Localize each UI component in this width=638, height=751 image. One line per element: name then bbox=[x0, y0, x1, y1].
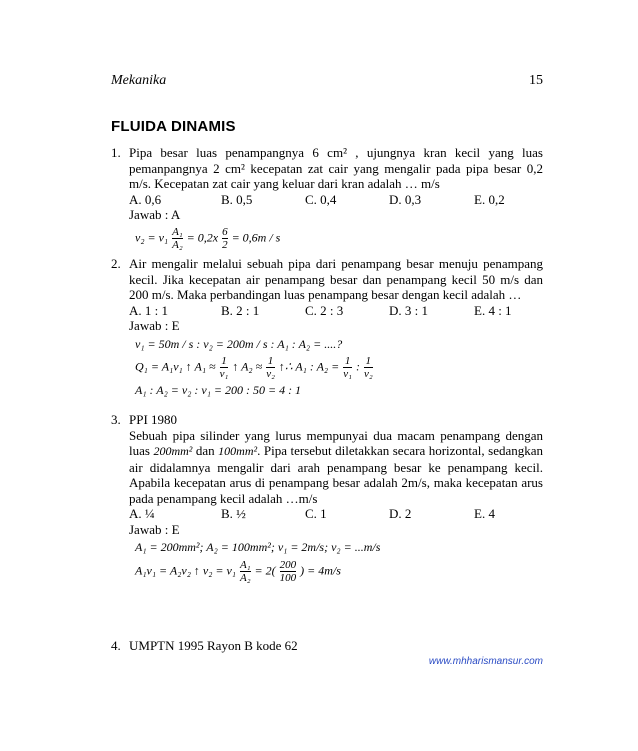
eq-mid: = 0,2x bbox=[186, 229, 219, 244]
fraction bbox=[364, 355, 373, 380]
option-e: E. 4 : 1 bbox=[474, 302, 512, 318]
answer-key: Jawab : A bbox=[129, 207, 181, 222]
option-b: B. 2 : 1 bbox=[221, 302, 260, 318]
problem-text: Air mengalir melalui sebuah pipa dari penampang besar menuju penampang kecil. Jika kecepatan air penampang besar dan penampang kecil 50 m/s dan 200 m/s. Maka perbandingan luas penampang besar dengan kecil adalah … bbox=[129, 256, 543, 302]
eq-part: ) = 4m/s bbox=[300, 562, 341, 577]
solution-line-2 bbox=[135, 559, 543, 584]
text-part: Sebuah pipa silinder yang lurus mempunyai dua macam penampang dengan luas bbox=[129, 427, 543, 458]
option-a: A. 1 : 1 bbox=[129, 302, 168, 318]
numerator: 200 bbox=[279, 558, 297, 571]
answer-key: Jawab : E bbox=[129, 318, 180, 333]
problem-1 bbox=[111, 145, 543, 251]
numerator: 1 bbox=[221, 355, 227, 367]
numerator: 6 bbox=[222, 225, 228, 238]
problem-text bbox=[129, 428, 543, 507]
denominator: v₁ bbox=[343, 368, 352, 380]
fraction bbox=[343, 355, 352, 380]
answer-options bbox=[129, 303, 543, 319]
denominator: 2 bbox=[222, 238, 228, 251]
page-number: 15 bbox=[529, 73, 543, 88]
option-d: D. 2 bbox=[389, 506, 412, 521]
eq-part: A₁v₁ = A₂v₂ ↑ v₂ = v₁ bbox=[135, 562, 236, 577]
area-small: 100mm² bbox=[218, 444, 258, 458]
numerator: 1 bbox=[344, 355, 351, 367]
denominator: A₂ bbox=[172, 238, 183, 251]
eq-part: = 2( bbox=[254, 562, 276, 577]
option-c: C. 2 : 3 bbox=[305, 302, 344, 318]
problem-2 bbox=[111, 256, 543, 399]
option-b: B. 0,5 bbox=[221, 191, 253, 207]
fraction bbox=[172, 226, 183, 251]
fraction bbox=[266, 355, 275, 380]
problem-number: 3. bbox=[111, 412, 121, 427]
option-a: A. ¼ bbox=[129, 506, 155, 521]
fraction bbox=[280, 559, 297, 584]
eq-lhs: v₂ = v₁ bbox=[135, 229, 169, 244]
option-d: D. 3 : 1 bbox=[389, 302, 428, 318]
problem-heading: PPI 1980 bbox=[129, 412, 178, 427]
solution-line-1: v₁ = 50m / s : v₂ = 200m / s : A₁ : A₂ = ....? bbox=[135, 336, 343, 351]
answer-options bbox=[129, 506, 543, 522]
answer-key: Jawab : E bbox=[129, 521, 180, 537]
eq-part: ↑∴ A₁ : A₂ = bbox=[278, 359, 340, 374]
numerator: 1 bbox=[267, 355, 274, 367]
fraction bbox=[220, 355, 229, 380]
solution-line-2 bbox=[135, 355, 543, 380]
denominator: v₁ bbox=[219, 368, 229, 380]
problem-text: Pipa besar luas penampangnya 6 cm² , ujungnya kran kecil yang luas pemanpangnya 2 cm² kecepatan zat cair yang mengalir pada pipa besar 0,2 m/s. Kecepatan zat cair yang keluar dari kran adalah … m/s bbox=[129, 145, 543, 191]
eq-part: Q₁ = A₁v₁ ↑ A₁ ≈ bbox=[135, 359, 216, 374]
solution-line-1: A₁ = 200mm²; A₂ = 100mm²; v₁ = 2m/s; v₂ = ...m/s bbox=[135, 540, 381, 554]
text-part: dan bbox=[195, 443, 215, 458]
problem-number: 4. bbox=[111, 638, 121, 653]
problem-4 bbox=[111, 638, 543, 654]
eq-part: : bbox=[355, 359, 360, 374]
text-part: . Pipa tersebut diletakkan secara horizontal, sedangkan air didalamnya mengalir dari arah penampang besar ke penampang kecil. Apabila kecepatan arus di penampang besar adalah 2m/s, maka kecepatan arus pada penampang kecil adalah …m/s bbox=[129, 443, 544, 506]
denominator: v₂ bbox=[363, 368, 373, 380]
solution-line-3: A₁ : A₂ = v₂ : v₁ = 200 : 50 = 4 : 1 bbox=[135, 383, 302, 397]
footer-website-link[interactable]: www.mhharismansur.com bbox=[428, 656, 543, 667]
numerator: 1 bbox=[365, 355, 372, 367]
option-a: A. 0,6 bbox=[129, 191, 162, 207]
section-title: FLUIDA DINAMIS bbox=[111, 118, 236, 135]
option-e: E. 0,2 bbox=[474, 191, 505, 207]
area-large: 200mm² bbox=[153, 444, 193, 458]
running-header-title: Mekanika bbox=[111, 73, 167, 88]
option-c: C. 0,4 bbox=[305, 191, 337, 207]
problem-number: 2. bbox=[111, 256, 121, 271]
option-b: B. ½ bbox=[221, 506, 246, 521]
fraction bbox=[240, 559, 251, 584]
numerator: A₁ bbox=[172, 225, 183, 238]
problem-3 bbox=[111, 412, 543, 584]
denominator: A₂ bbox=[239, 571, 251, 584]
eq-rhs: = 0,6m / s bbox=[231, 229, 281, 244]
problem-heading: UMPTN 1995 Rayon B kode 62 bbox=[129, 638, 298, 653]
denominator: v₂ bbox=[266, 368, 275, 380]
option-d: D. 0,3 bbox=[389, 191, 422, 207]
option-e: E. 4 bbox=[474, 506, 495, 521]
option-c: C. 1 bbox=[305, 506, 327, 521]
numerator: A₁ bbox=[239, 558, 251, 571]
fraction bbox=[222, 226, 228, 251]
solution-equation bbox=[135, 226, 543, 251]
answer-options bbox=[129, 192, 543, 208]
eq-part: ↑ A₂ ≈ bbox=[232, 359, 263, 374]
problem-number: 1. bbox=[111, 145, 121, 160]
denominator: 100 bbox=[279, 571, 297, 584]
